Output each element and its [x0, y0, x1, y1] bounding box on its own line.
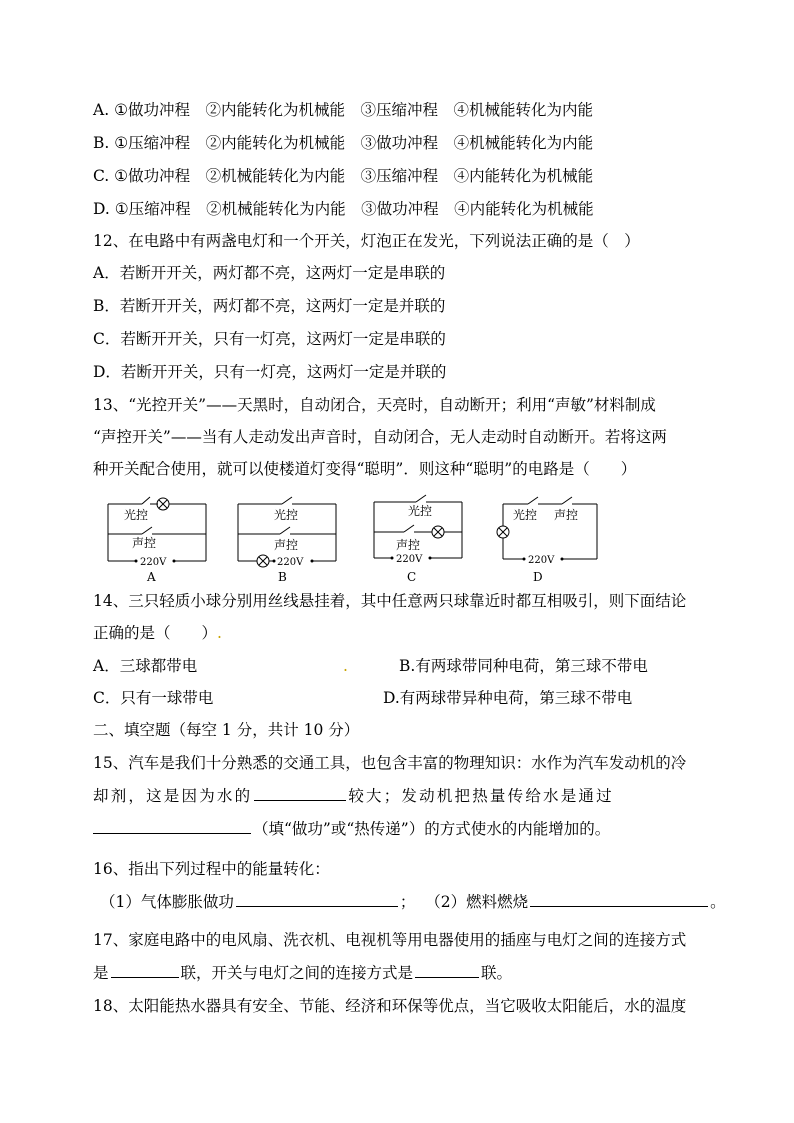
circuit-a-sound-label: 声控 — [132, 536, 157, 550]
q13-line-1: 13、“光控开关”——天黑时，自动闭合，天亮时，自动断开；利用“声敏”材料制成 — [93, 396, 656, 414]
q14-line-2: 正确的是（ ）. — [93, 624, 222, 642]
q11-option-d: D. ①压缩冲程 ②机械能转化为内能 ③做功冲程 ④内能转化为机械能 — [93, 200, 594, 218]
q12-option-b: B．若断开开关，两灯都不亮，这两灯一定是并联的 — [93, 297, 446, 315]
q14-option-d: D.有两球带异种电荷，第三球不带电 — [383, 689, 633, 707]
circuit-c-sound-label: 声控 — [396, 538, 421, 552]
q12-option-c: C．若断开开关，只有一灯亮，这两灯一定是串联的 — [93, 330, 446, 348]
q13-line-3: 种开关配合使用，就可以使楼道灯变得“聪明”．则这种“聪明”的电路是（ ） — [93, 460, 637, 478]
q16-stem: 16、指出下列过程中的能量转化： — [93, 860, 330, 878]
circuit-c-voltage: 220V — [396, 554, 423, 565]
q11-option-a: A. ①做功冲程 ②内能转化为机械能 ③压缩冲程 ④机械能转化为内能 — [93, 101, 593, 119]
circuit-b-voltage: 220V — [277, 557, 304, 568]
q11-option-c: C. ①做功冲程 ②机械能转化为内能 ③压缩冲程 ④内能转化为机械能 — [93, 167, 594, 185]
circuit-c-light-label: 光控 — [408, 504, 433, 518]
q15-blank-2[interactable] — [93, 819, 251, 834]
q17-line-2: 是 联，开关与电灯之间的连接方式是 联。 — [93, 964, 513, 982]
q14-options-row-1 — [93, 656, 648, 676]
circuit-a — [108, 497, 206, 561]
circuit-a-voltage: 220V — [140, 557, 167, 568]
q13-line-2: “声控开关”——当有人走动发出声音时，自动闭合，无人走动时自动断开。若将这两 — [93, 428, 667, 446]
q12-stem: 12、在电路中有两盏电灯和一个开关，灯泡正在发光，下列说法正确的是（ ） — [93, 232, 640, 250]
circuit-b-letter: B — [278, 570, 287, 584]
stray-dot-2: . — [343, 657, 348, 675]
circuit-diagrams — [100, 494, 620, 584]
circuit-c-letter: C — [407, 570, 417, 584]
circuit-a-letter: A — [147, 570, 156, 584]
circuit-a-light-label: 光控 — [124, 508, 149, 522]
circuit-b-light-label: 光控 — [274, 508, 299, 522]
q15-blank-1[interactable] — [254, 786, 346, 801]
q16-blank-2[interactable] — [530, 892, 708, 907]
q14-option-a: A．三球都带电 — [93, 657, 198, 675]
q12-option-a: A．若断开开关，两灯都不亮，这两灯一定是串联的 — [93, 264, 446, 282]
circuit-b-sound-label: 声控 — [274, 538, 299, 552]
q17-blank-1[interactable] — [111, 963, 179, 978]
circuit-d-light-label: 光控 — [513, 508, 538, 522]
q14-option-b: B.有两球带同种电荷，第三球不带电 — [399, 657, 648, 675]
circuit-d-letter: D — [533, 570, 543, 584]
q14-options-row-2 — [93, 688, 633, 708]
q11-option-b: B. ①压缩冲程 ②内能转化为机械能 ③做功冲程 ④机械能转化为内能 — [93, 134, 594, 152]
circuit-d-voltage: 220V — [528, 555, 555, 566]
circuit-d — [497, 497, 597, 559]
q18-line-1: 18、太阳能热水器具有安全、节能、经济和环保等优点，当它吸收太阳能后，水的温度 — [93, 997, 687, 1015]
q14-option-c: C．只有一球带电 — [93, 689, 214, 707]
q15-line-1: 15、汽车是我们十分熟悉的交通工具，也包含丰富的物理知识：水作为汽车发动机的冷 — [93, 754, 687, 772]
q15-line-3: （填“做功”或“热传递”）的方式使水的内能增加的。 — [93, 819, 610, 839]
stray-dot: . — [217, 624, 222, 642]
circuit-d-sound-label: 声控 — [554, 508, 579, 522]
q17-line-1: 17、家庭电路中的电风扇、洗衣机、电视机等用电器使用的插座与电灯之间的连接方式 — [93, 931, 687, 949]
q14-line-1: 14、三只轻质小球分别用丝线悬挂着，其中任意两只球靠近时都互相吸引，则下面结论 — [93, 592, 687, 610]
q16-blank-1[interactable] — [236, 892, 398, 907]
q16-parts: （1）气体膨胀做功 ； （2）燃料燃烧 。 — [100, 893, 726, 911]
q12-option-d: D．若断开开关，只有一灯亮，这两灯一定是并联的 — [93, 363, 447, 381]
section-2-heading: 二、填空题（每空 1 分，共计 10 分） — [93, 721, 360, 739]
q17-blank-2[interactable] — [415, 963, 479, 978]
q15-line-2: 却剂，这是因为水的 较大；发动机把热量传给水是通过 — [93, 787, 614, 805]
